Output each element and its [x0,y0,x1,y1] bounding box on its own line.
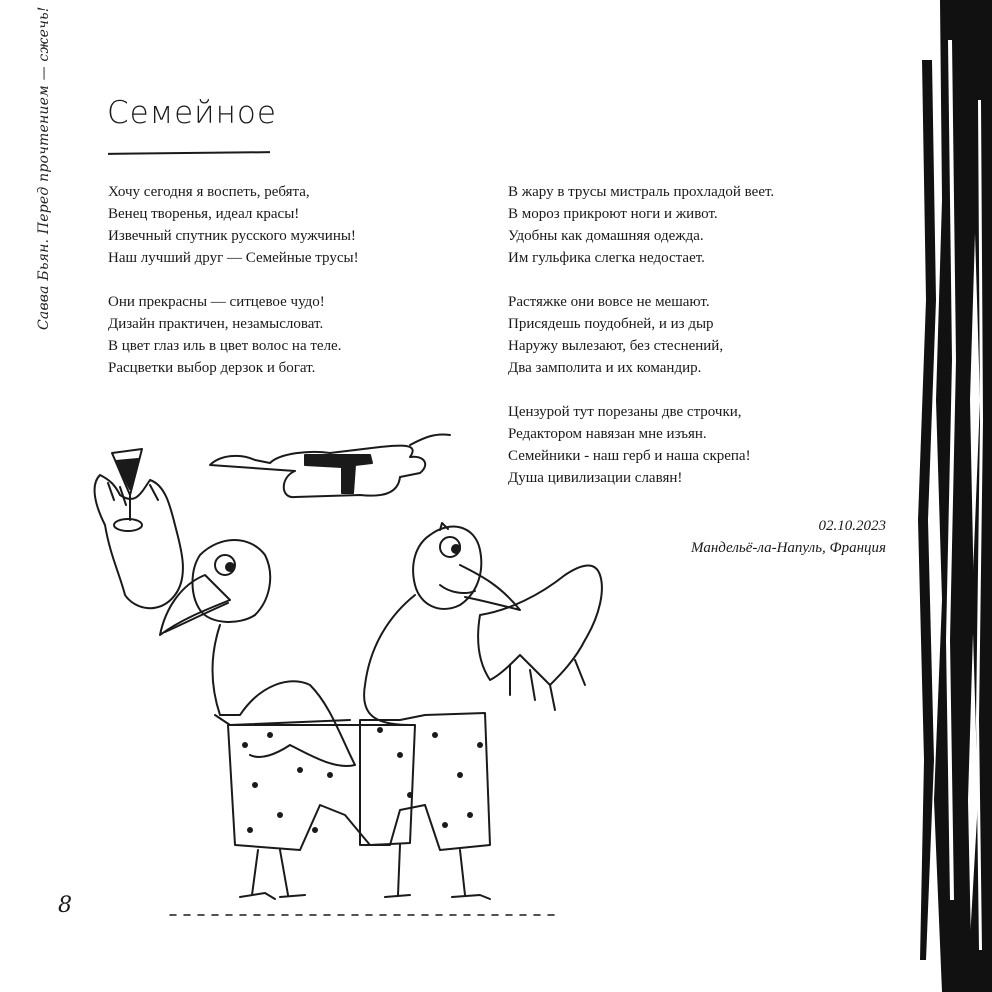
verse-line: В жару в трусы мистраль прохладой веет. [508,184,775,200]
verse-line: В цвет глаз иль в цвет волос на теле. [108,338,342,354]
poem-title: Семейное [107,95,277,131]
verse-line: Цензурой тут порезаны две строчки, [508,404,742,420]
verse-line: Растяжке они вовсе не мешают. [508,294,710,310]
verse-line: Извечный спутник русского мужчины! [108,228,356,244]
poem-place: Мандельё-ла-Напуль, Франция [691,540,886,556]
verse-line: Им гульфика слегка недостает. [508,250,705,266]
verse-line: Наружу вылезают, без стеснений, [508,338,724,354]
stanza-right-1 [508,181,774,269]
page-number: 8 [58,893,72,918]
title-underline [108,151,270,155]
patch-icon [210,434,450,497]
verse-line: Душа цивилизации славян! [508,470,683,486]
crows-drawing-icon [80,425,660,935]
running-head: Савва Бьян. Перед прочтением — сжечь! [36,6,52,330]
verse-line: Хочу сегодня я воспеть, ребята, [108,184,310,200]
stanza-left-1 [108,181,359,269]
verse-line: Наш лучший друг — Семейные трусы! [108,250,359,266]
brush-stroke-border [912,0,992,992]
verse-line: Удобны как домашняя одежда. [508,228,704,244]
verse-line: Редактором навязан мне изъян. [508,426,707,442]
verse-line: Они прекрасны — ситцевое чудо! [108,294,325,310]
verse-line: Два замполита и их командир. [508,360,702,376]
verse-line: Семейники - наш герб и наша скрепа! [508,448,751,464]
verse-line: Присядешь поудобней, и из дыр [508,316,714,332]
verse-line: Расцветки выбор дерзок и богат. [108,360,316,376]
poem-signature [691,515,886,559]
verse-line: Венец творенья, идеал красы! [108,206,300,222]
poem-date: 02.10.2023 [818,518,886,534]
stanza-left-2 [108,291,341,379]
stanza-right-2 [508,291,723,379]
verse-line: В мороз прикроют ноги и живот. [508,206,718,222]
verse-line: Дизайн практичен, незамысловат. [108,316,324,332]
